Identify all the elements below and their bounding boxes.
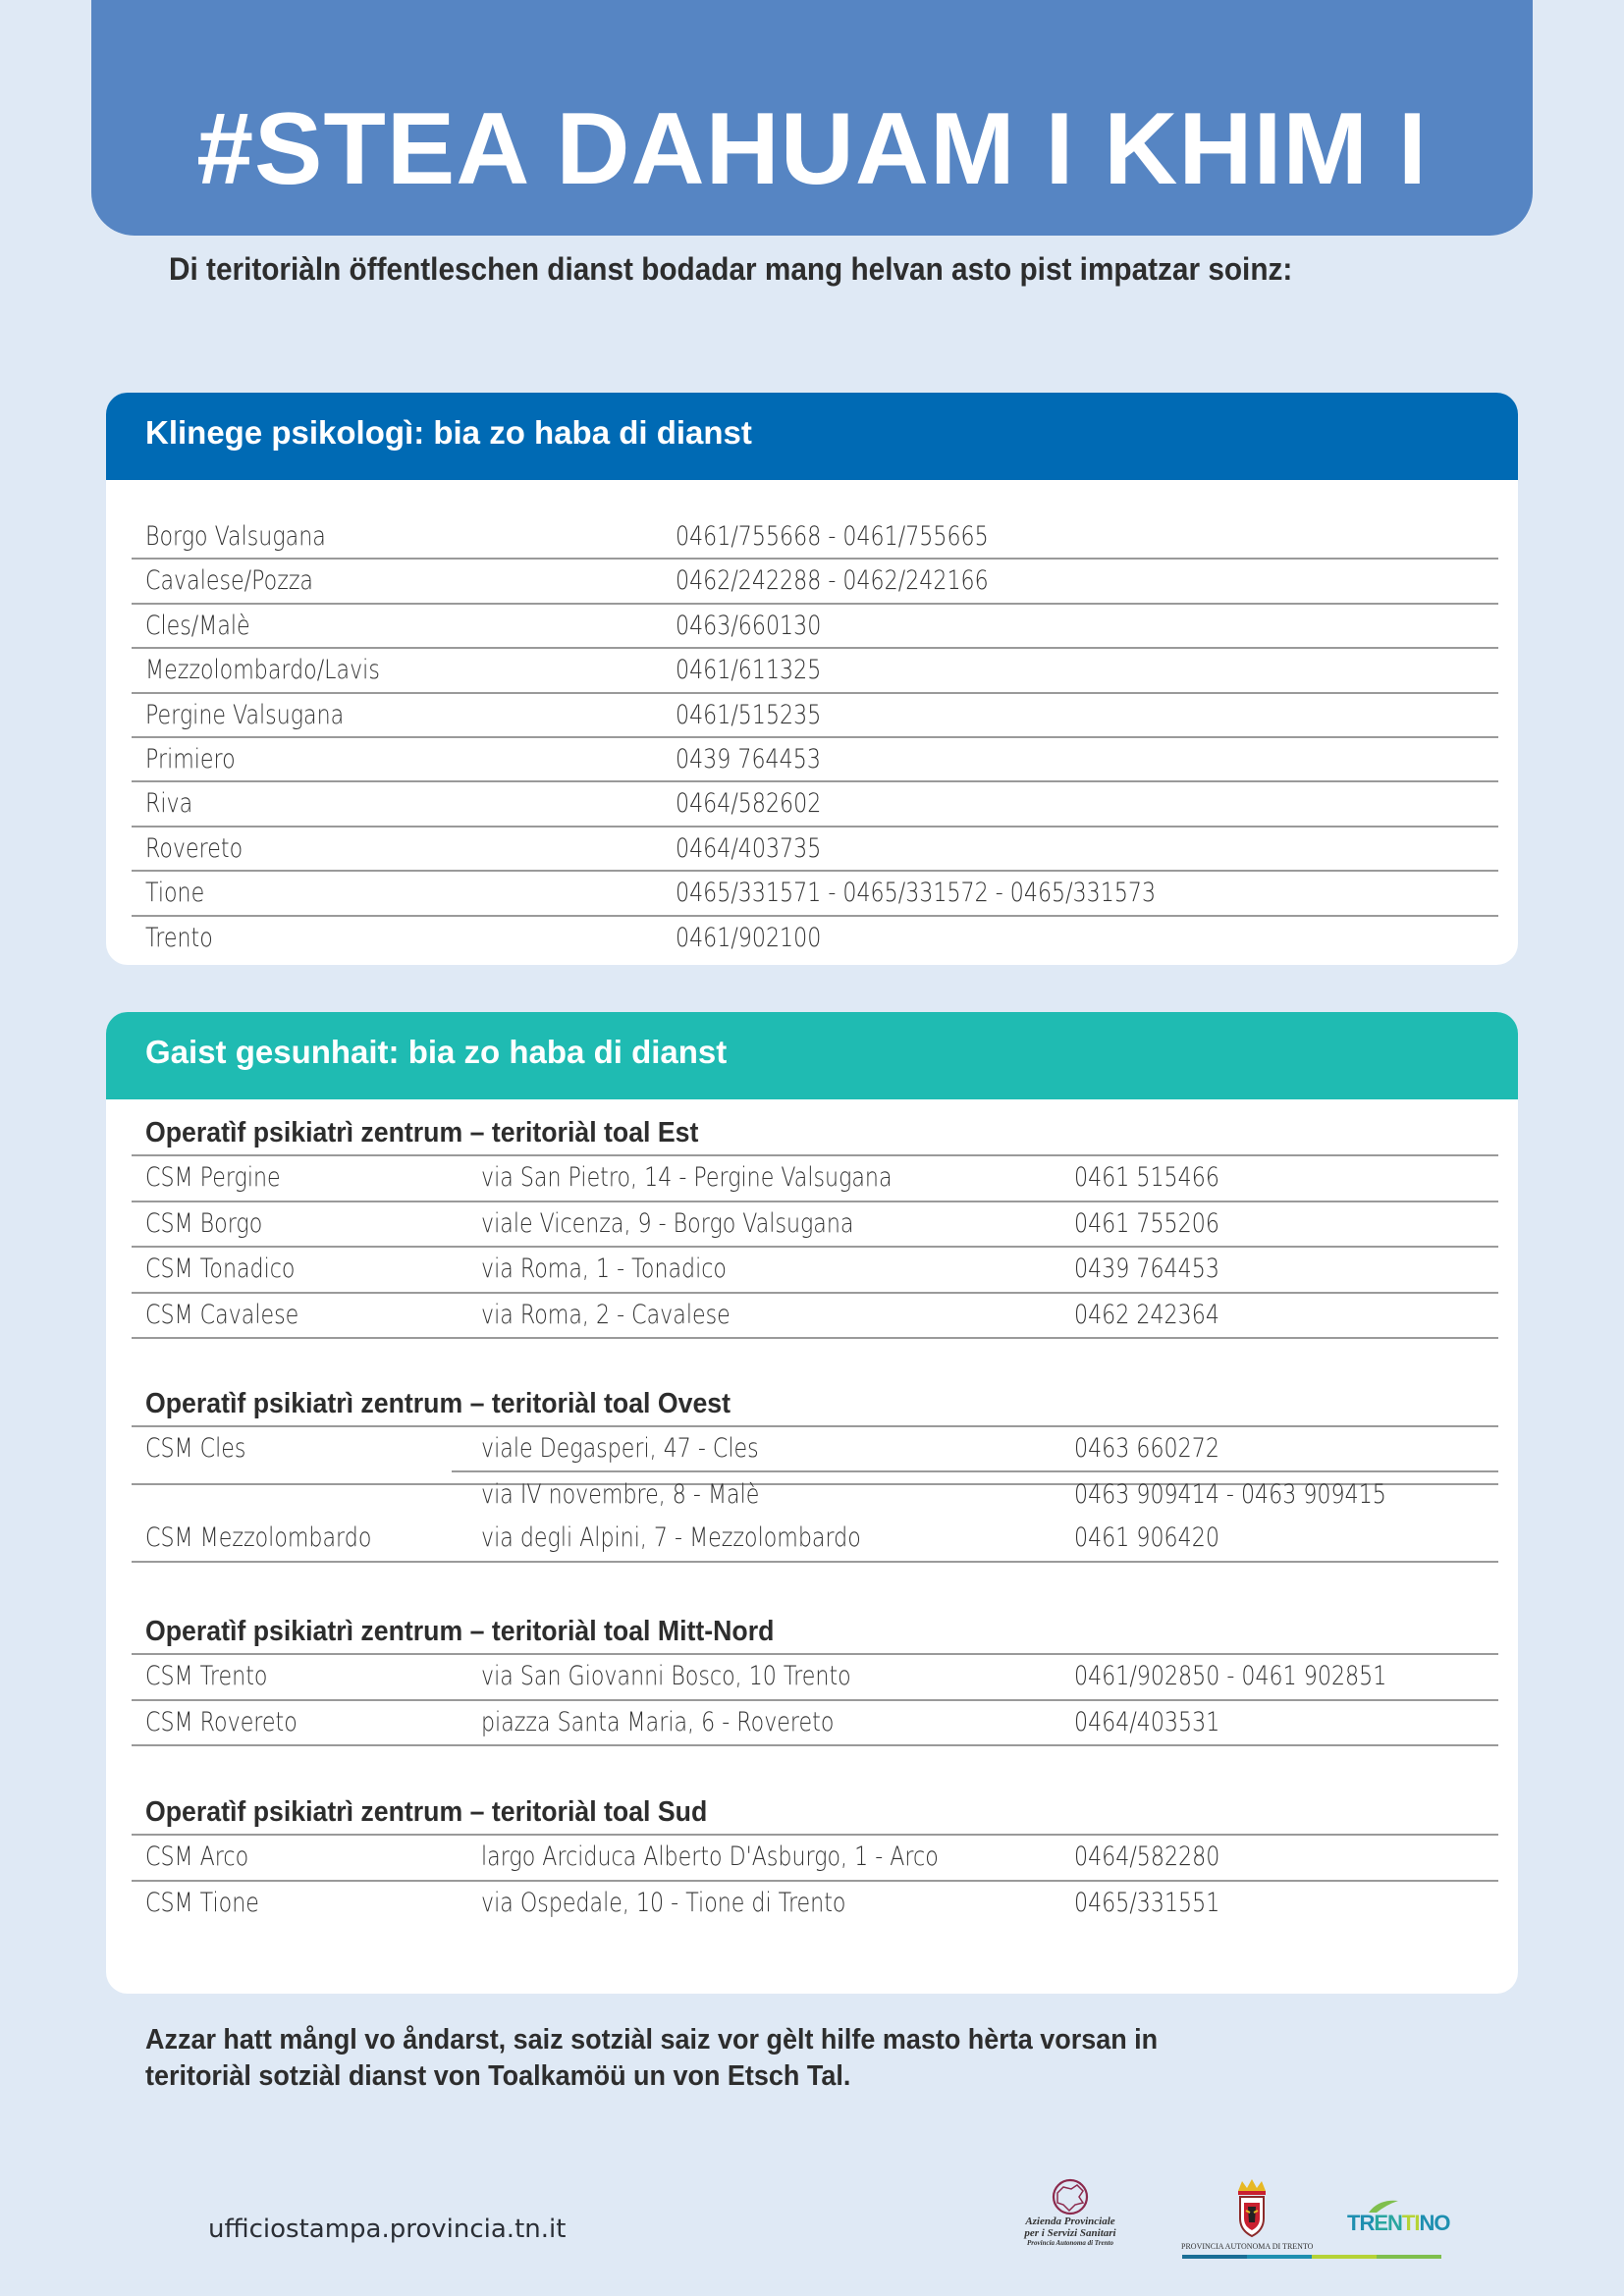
csm-section (132, 1111, 1498, 1339)
note-line-2: teritoriàl sotziàl dianst von Toalkamöü un von Etsch Tal. (145, 2060, 851, 2092)
csm-phone[interactable]: 0464/582280 (1074, 1842, 1220, 1872)
note-line-1: Azzar hatt mångl vo åndarst, saiz sotziàl saiz vor gèlt hilfe masto hèrta vorsan in (145, 2024, 1159, 2056)
csm-address: piazza Santa Maria, 6 - Rovereto (481, 1706, 835, 1737)
csm-name: CSM Arco (145, 1842, 249, 1872)
psychologist-phone[interactable]: 0465/331571 - 0465/331572 - 0465/331573 (676, 878, 1157, 909)
csm-row (132, 1427, 1498, 1471)
csm-phone[interactable]: 0463 660272 (1074, 1433, 1219, 1464)
mental-health-card-header (106, 1012, 1518, 1099)
csm-section-title-row (132, 1610, 1498, 1655)
psychologist-place: Pergine Valsugana (145, 699, 345, 730)
psychologist-place: Mezzolombardo/Lavis (145, 655, 380, 686)
psychologist-place: Borgo Valsugana (145, 521, 326, 552)
csm-phone[interactable]: 0461/902850 - 0461 902851 (1074, 1661, 1387, 1691)
apss-logo-line-3: Provincia Autonoma di Trento (1027, 2239, 1113, 2247)
csm-row (132, 1202, 1498, 1249)
csm-phone[interactable]: 0462 242364 (1074, 1299, 1219, 1330)
trentino-logo-text: TRENTINO (1347, 2211, 1450, 2235)
website-link[interactable]: ufficiostampa.provincia.tn.it (208, 2215, 567, 2244)
csm-row (132, 1882, 1498, 1926)
psychologist-place: Primiero (145, 743, 236, 774)
csm-row (132, 1156, 1498, 1202)
psychologist-place: Cles/Malè (145, 610, 250, 641)
csm-section-title: Operatìf psikiatrì zentrum – teritoriàl toal Est (145, 1117, 699, 1148)
trentino-logo (1345, 2199, 1450, 2238)
apss-logo-line-2: per i Servizi Sanitari (1024, 2227, 1116, 2239)
page-subtitle: Di teritoriàln öffentleschen dianst bodadar mang helvan asto pist impatzar soinz: (169, 251, 1293, 287)
psychologist-phone[interactable]: 0463/660130 (676, 610, 822, 641)
csm-name: CSM Tonadico (145, 1254, 296, 1284)
csm-section (132, 1610, 1498, 1746)
color-bar-segment (1377, 2255, 1441, 2259)
psychologist-row (132, 515, 1498, 560)
psychologist-phone[interactable]: 0461/755668 - 0461/755665 (676, 521, 989, 552)
psychologist-place: Riva (145, 788, 193, 820)
csm-row (132, 1836, 1498, 1882)
psychologist-row (132, 917, 1498, 959)
page-title: #STEA DAHUAM I KHIM I (196, 92, 1428, 206)
psychologists-card-header (106, 393, 1518, 480)
csm-row (132, 1294, 1498, 1340)
psychologist-row (132, 782, 1498, 827)
mental-health-card-title: Gaist gesunhait: bia zo haba di dianst (145, 1034, 728, 1070)
csm-phone[interactable]: 0439 764453 (1074, 1254, 1219, 1284)
color-bar-segment (1182, 2255, 1247, 2259)
csm-row (132, 1655, 1498, 1701)
csm-row (132, 1248, 1498, 1294)
csm-name: CSM Rovereto (145, 1706, 298, 1737)
csm-row (132, 1517, 1498, 1563)
csm-name: CSM Cles (145, 1433, 246, 1464)
apss-logo-line-1: Azienda Provinciale (1025, 2216, 1115, 2227)
csm-phone[interactable]: 0464/403531 (1074, 1706, 1220, 1737)
color-bar-segment (1247, 2255, 1312, 2259)
psychologist-row (132, 649, 1498, 693)
csm-section-title: Operatìf psikiatrì zentrum – teritoriàl toal Mitt-Nord (145, 1616, 775, 1647)
csm-phone[interactable]: 0463 909414 - 0463 909415 (1074, 1478, 1386, 1510)
csm-address: via IV novembre, 8 - Malè (481, 1478, 760, 1510)
csm-row (132, 1473, 1498, 1518)
csm-row (132, 1701, 1498, 1747)
psychologists-card (106, 393, 1518, 965)
csm-address: via San Giovanni Bosco, 10 Trento (481, 1661, 851, 1691)
coat-of-arms-icon (1181, 2177, 1328, 2240)
social-services-note (145, 2022, 1158, 2095)
csm-address: via Roma, 2 - Cavalese (481, 1299, 731, 1330)
csm-address: viale Vicenza, 9 - Borgo Valsugana (481, 1207, 854, 1239)
csm-address: via Ospedale, 10 - Tione di Trento (481, 1887, 846, 1918)
csm-phone[interactable]: 0465/331551 (1074, 1887, 1220, 1918)
mental-health-card (106, 1012, 1518, 1994)
csm-section (132, 1790, 1498, 1925)
psychologist-row (132, 738, 1498, 782)
psychologist-row (132, 828, 1498, 872)
psychologists-card-title: Klinege psikologì: bia zo haba di dianst (145, 414, 752, 451)
psychologist-place: Tione (145, 878, 205, 909)
provincia-logo (1181, 2177, 1328, 2256)
apss-logo (1006, 2177, 1134, 2256)
csm-section (132, 1382, 1498, 1563)
brand-color-bar (1182, 2255, 1441, 2259)
csm-phone[interactable]: 0461 906420 (1074, 1522, 1219, 1553)
csm-address: via Roma, 1 - Tonadico (481, 1254, 727, 1284)
csm-name: CSM Pergine (145, 1162, 281, 1193)
psychologist-phone[interactable]: 0464/403735 (676, 832, 822, 864)
psychologist-row (132, 694, 1498, 738)
psychologist-phone[interactable]: 0461/902100 (676, 922, 822, 953)
csm-phone[interactable]: 0461 755206 (1074, 1207, 1219, 1239)
psychologist-place: Cavalese/Pozza (145, 565, 314, 597)
csm-address: viale Degasperi, 47 - Cles (481, 1433, 759, 1464)
psychologists-table (132, 515, 1498, 959)
psychologist-phone[interactable]: 0461/515235 (676, 699, 822, 730)
psychologist-phone[interactable]: 0439 764453 (676, 743, 821, 774)
csm-address: via San Pietro, 14 - Pergine Valsugana (481, 1162, 893, 1193)
psychologist-place: Rovereto (145, 832, 244, 864)
csm-phone[interactable]: 0461 515466 (1074, 1162, 1219, 1193)
csm-address: largo Arciduca Alberto D'Asburgo, 1 - Arco (481, 1842, 939, 1872)
provincia-logo-text: PROVINCIA AUTONOMA DI TRENTO (1181, 2242, 1314, 2251)
color-bar-segment (1312, 2255, 1377, 2259)
psychologist-phone[interactable]: 0462/242288 - 0462/242166 (676, 565, 989, 597)
psychologist-row (132, 872, 1498, 916)
csm-section-title-row (132, 1790, 1498, 1836)
csm-section-title-row (132, 1382, 1498, 1427)
csm-section-title: Operatìf psikiatrì zentrum – teritoriàl toal Sud (145, 1796, 708, 1828)
csm-name: CSM Borgo (145, 1207, 263, 1239)
csm-name: CSM Tione (145, 1887, 259, 1918)
psychologist-phone[interactable]: 0464/582602 (676, 788, 822, 820)
csm-address: via degli Alpini, 7 - Mezzolombardo (481, 1522, 861, 1553)
psychologist-row (132, 605, 1498, 649)
csm-name: CSM Mezzolombardo (145, 1522, 372, 1553)
csm-name: CSM Trento (145, 1661, 268, 1691)
csm-section-title: Operatìf psikiatrì zentrum – teritoriàl toal Ovest (145, 1388, 731, 1419)
psychologist-row (132, 560, 1498, 604)
title-banner (91, 0, 1533, 236)
csm-section-title-row (132, 1111, 1498, 1156)
psychologist-phone[interactable]: 0461/611325 (676, 655, 822, 686)
csm-name: CSM Cavalese (145, 1299, 299, 1330)
psychologist-place: Trento (145, 922, 213, 953)
